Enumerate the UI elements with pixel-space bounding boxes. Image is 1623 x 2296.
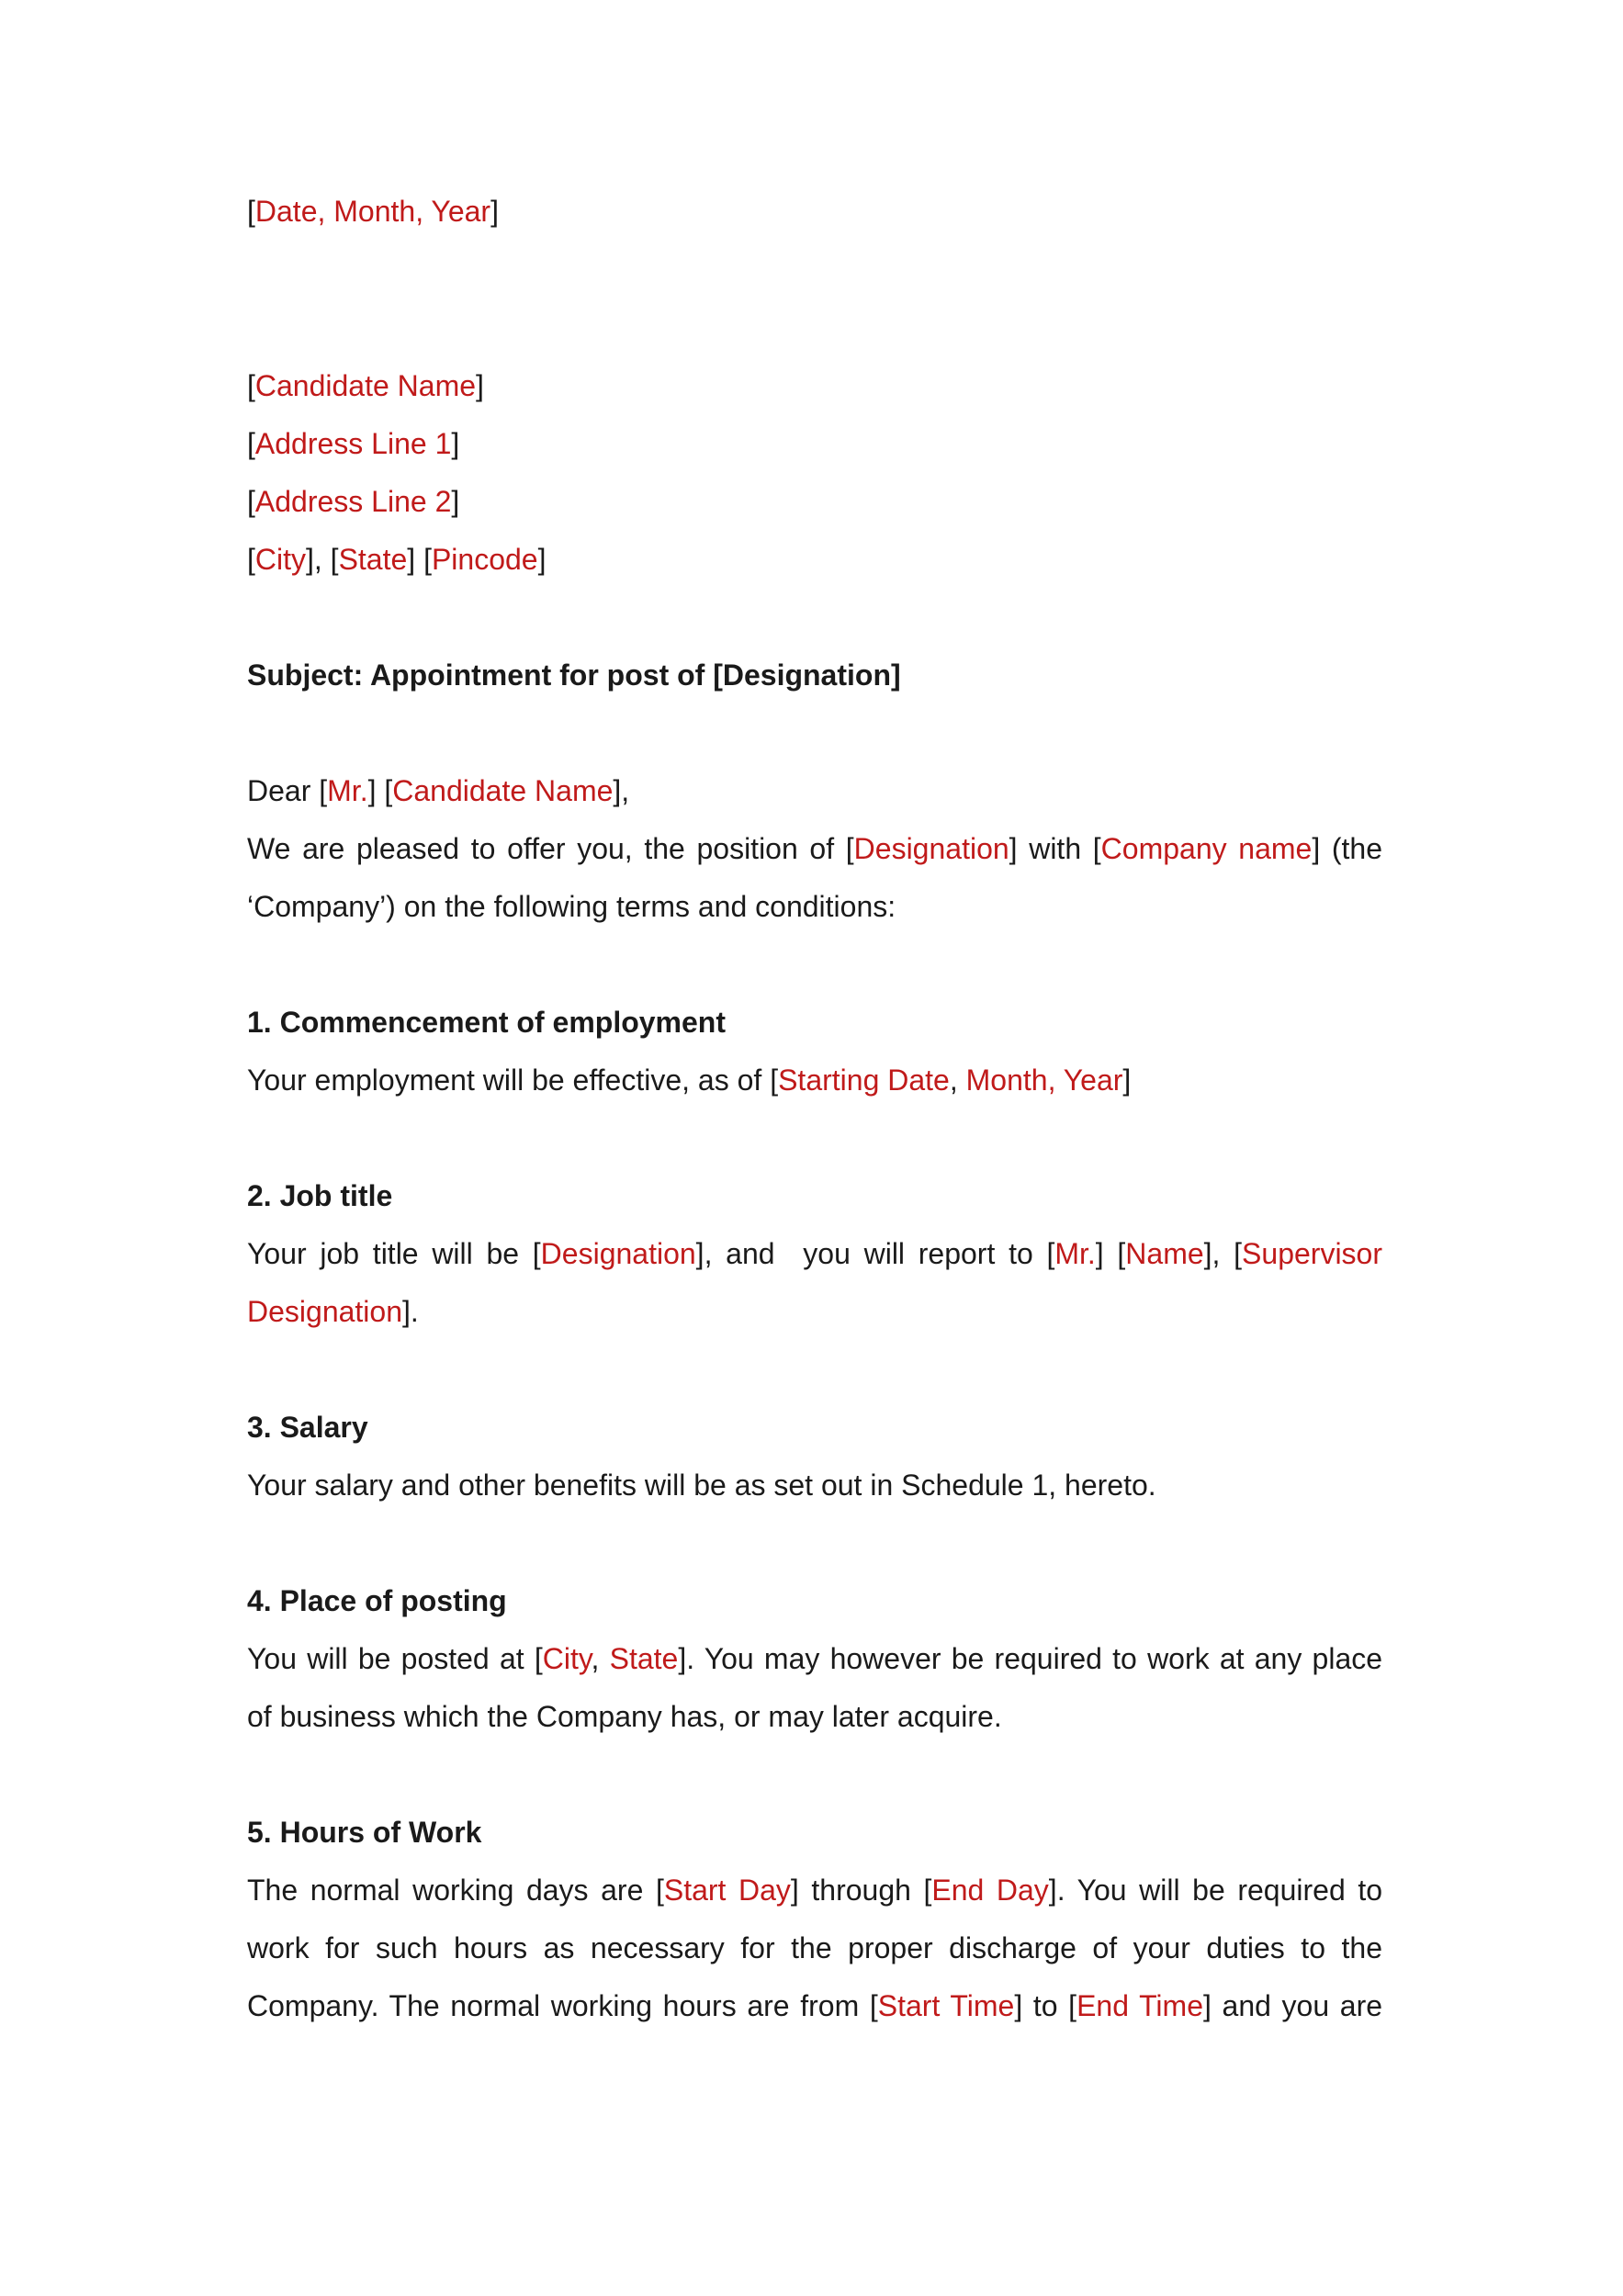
section1-text: Your employment will be effective, as of [Starting Date, Month, Year] — [247, 1064, 1132, 1097]
starting-month-year-placeholder: Month, Year — [965, 1064, 1123, 1097]
address-city-state-pincode: [City], [State] [Pincode] — [247, 543, 547, 576]
section5-text-3: . You will be required to — [1056, 1874, 1383, 1907]
section2-heading: 2. Job title — [247, 1179, 393, 1212]
section1-body: Your employment will be effective, as of — [247, 1064, 762, 1097]
section2-text-1: Your job title will be — [247, 1237, 520, 1270]
section1-heading: 1. Commencement of employment — [247, 1006, 726, 1039]
section5-text-4: Company. The normal working hours are from — [247, 1989, 860, 2022]
section5-text-2: through — [811, 1874, 911, 1907]
job-designation-placeholder: Designation — [540, 1237, 696, 1270]
state-placeholder: State — [338, 543, 408, 576]
section5-text-5: to — [1032, 1989, 1058, 2022]
section5-text-1: The normal working days are — [247, 1874, 644, 1907]
address-line2-placeholder: Address Line 2 — [254, 485, 452, 518]
intro-designation-placeholder: Designation — [853, 832, 1009, 865]
address-candidate-name: [Candidate Name] — [247, 369, 484, 402]
intro-line-2: ‘Company’) on the following terms and conditions: — [247, 890, 896, 923]
section5-text-6: and you are — [1222, 1989, 1383, 2022]
section5-line-2: work for such hours as necessary for the proper discharge of your duties to the — [247, 1931, 1382, 1964]
intro-text-1: We are pleased to offer you, the position of — [247, 832, 835, 865]
address-line1-placeholder: Address Line 1 — [254, 427, 452, 460]
date-line: [Date, Month, Year] — [247, 195, 499, 228]
supervisor-designation-placeholder: Designation — [247, 1295, 402, 1328]
supervisor-name-placeholder: Name — [1125, 1237, 1204, 1270]
starting-date-placeholder: Starting Date — [778, 1064, 950, 1097]
supervisor-title-placeholder: Mr. — [1054, 1237, 1096, 1270]
posting-city-placeholder: City — [542, 1642, 592, 1675]
section5-heading: 5. Hours of Work — [247, 1816, 482, 1849]
section4-line-2: of business which the Company has, or may later acquire. — [247, 1700, 1002, 1733]
company-name-placeholder: Company name — [1100, 832, 1313, 865]
end-day-placeholder: End Day — [931, 1874, 1049, 1907]
section2-line-2: Designation]. — [247, 1295, 419, 1328]
address-line-2: [Address Line 2] — [247, 485, 460, 518]
date-placeholder: Date, Month, Year — [254, 195, 491, 228]
intro-line-1: We are pleased to offer you, the position of [Designation] with [Company name] (the — [247, 832, 1382, 865]
section3-heading: 3. Salary — [247, 1411, 368, 1444]
end-time-placeholder: End Time — [1076, 1989, 1203, 2022]
salutation-title-placeholder: Mr. — [327, 774, 368, 807]
pincode-placeholder: Pincode — [431, 543, 538, 576]
section2-line-1: Your job title will be [Designation], and you will report to [Mr.] [Name], [Supervisor — [247, 1237, 1382, 1270]
section2-text-2: and — [726, 1237, 775, 1270]
salutation: Dear [Mr.] [Candidate Name], — [247, 774, 630, 807]
section4-heading: 4. Place of posting — [247, 1584, 507, 1617]
subject-line: Subject: Appointment for post of [Designation] — [247, 658, 901, 692]
section3-text: Your salary and other benefits will be as set out in Schedule 1, hereto. — [247, 1469, 1156, 1502]
address-line-1: [Address Line 1] — [247, 427, 460, 460]
intro-text-2: with — [1029, 832, 1082, 865]
intro-text-3: (the — [1331, 832, 1382, 865]
section4-text-1: You will be posted at — [247, 1642, 524, 1675]
posting-state-placeholder: State — [609, 1642, 679, 1675]
section2-text-3: you will report to — [803, 1237, 1033, 1270]
city-placeholder: City — [254, 543, 306, 576]
supervisor-placeholder: Supervisor — [1242, 1237, 1382, 1270]
candidate-name-placeholder: Candidate Name — [254, 369, 477, 402]
section4-line-1: You will be posted at [City, State]. You may however be required to work at any place — [247, 1642, 1383, 1675]
section4-text-2: . You may however be required to work at any place — [686, 1642, 1383, 1675]
dear-text: Dear — [247, 774, 311, 807]
salutation-name-placeholder: Candidate Name — [392, 774, 614, 807]
start-day-placeholder: Start Day — [663, 1874, 791, 1907]
section5-line-1: The normal working days are [Start Day] through [End Day]. You will be required to — [247, 1874, 1383, 1907]
section5-line-3: Company. The normal working hours are from [Start Time] to [End Time] and you are — [247, 1989, 1383, 2022]
start-time-placeholder: Start Time — [877, 1989, 1015, 2022]
